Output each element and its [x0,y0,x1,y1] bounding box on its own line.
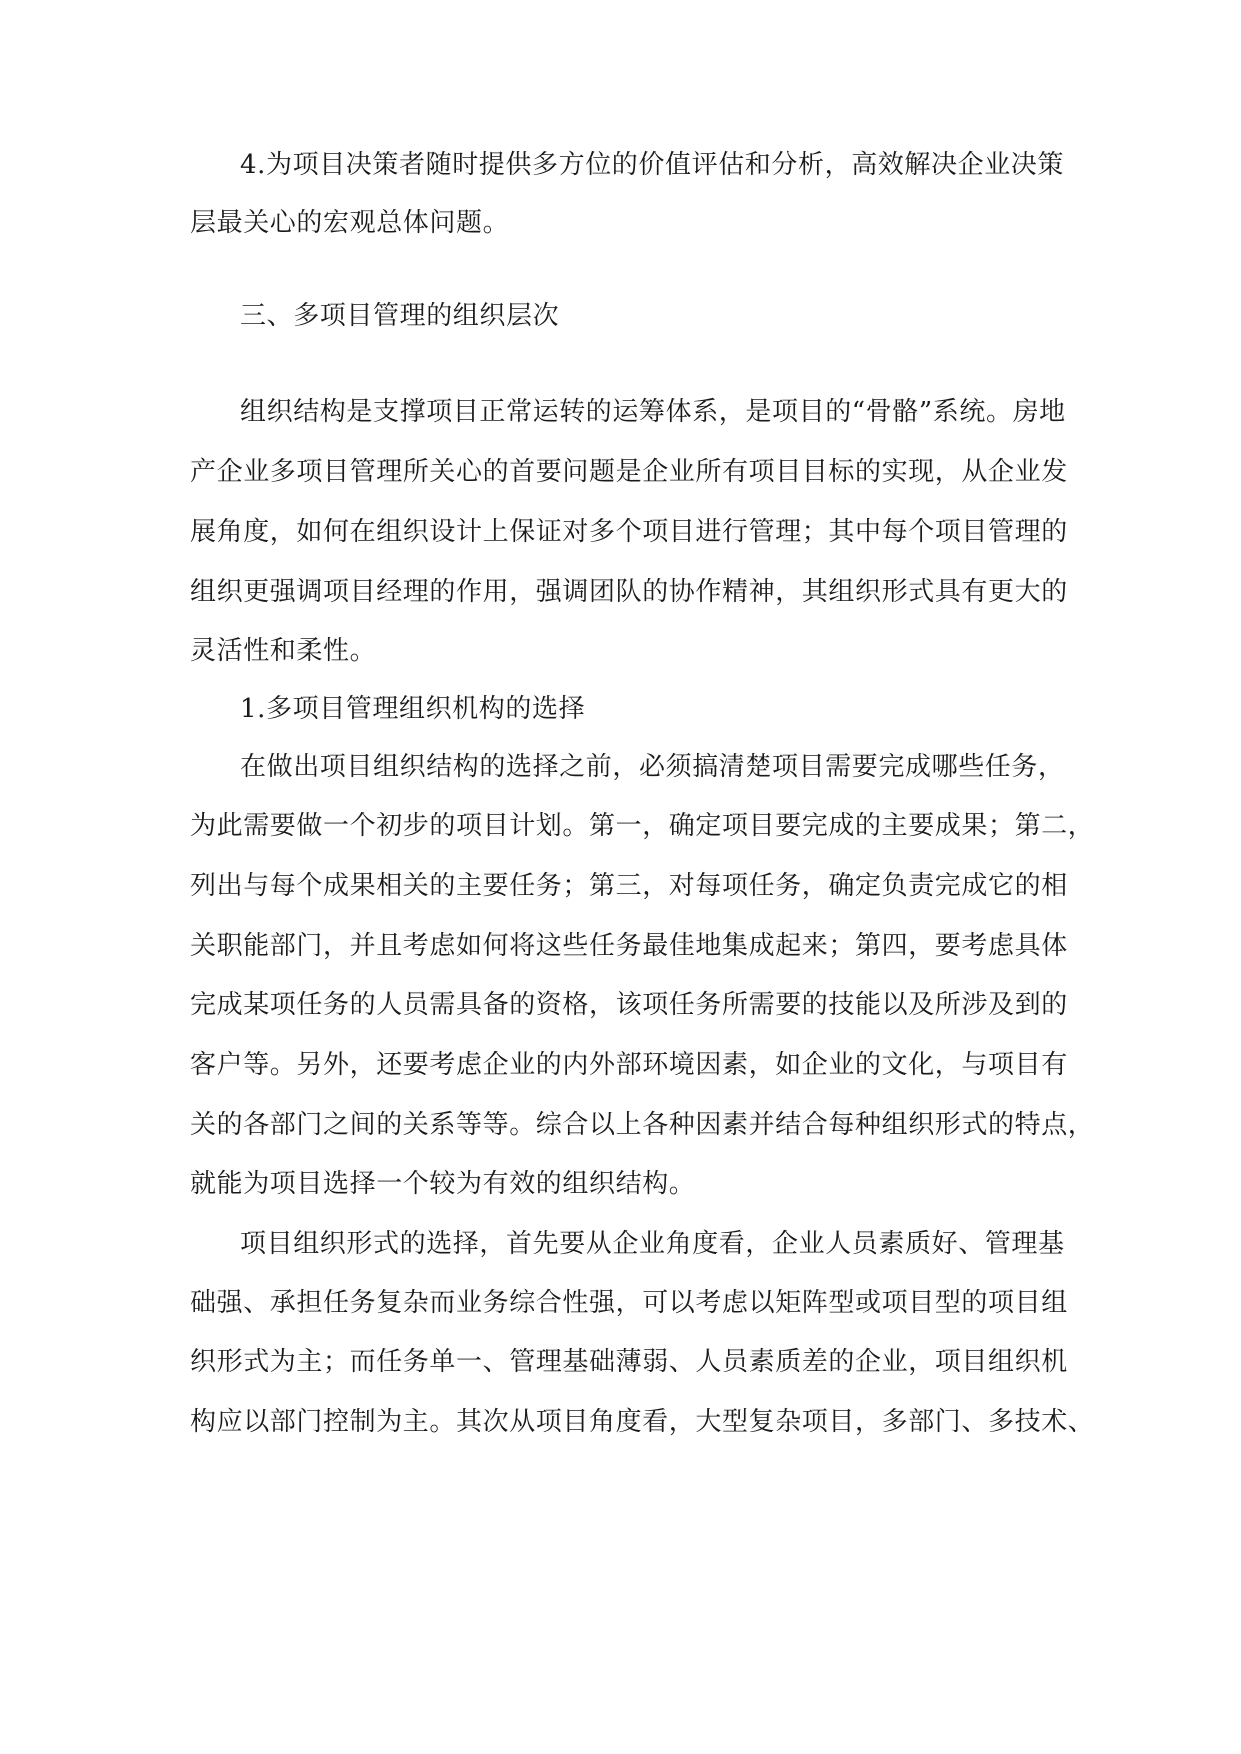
paragraph-line: 关职能部门，并且考虑如何将这些任务最佳地集成起来；第四，要考虑具体 [190,931,1068,961]
paragraph-line: 织形式为主；而任务单一、管理基础薄弱、人员素质差的企业，项目组织机 [190,1347,1068,1377]
paragraph-line: 项目组织形式的选择，首先要从企业角度看，企业人员素质好、管理基 [240,1229,1065,1259]
paragraph-line: 构应以部门控制为主。其次从项目角度看，大型复杂项目，多部门、多技术、 [190,1407,1095,1437]
paragraph-line: 础强、承担任务复杂而业务综合性强，可以考虑以矩阵型或项目型的项目组 [190,1288,1068,1318]
subheading: 1.多项目管理组织机构的选择 [240,694,586,724]
paragraph-line: 就能为项目选择一个较为有效的组织结构。 [190,1169,696,1199]
paragraph-line: 产企业多项目管理所关心的首要问题是企业所有项目目标的实现，从企业发 [190,457,1068,487]
paragraph-line: 层最关心的宏观总体问题。 [190,208,510,238]
paragraph-line: 为此需要做一个初步的项目计划。第一，确定项目要完成的主要成果；第二， [190,811,1095,841]
paragraph-line: 4.为项目决策者随时提供多方位的价值评估和分析，高效解决企业决策 [240,150,1065,180]
paragraph-line: 组织更强调项目经理的作用，强调团队的协作精神，其组织形式具有更大的 [190,577,1068,607]
paragraph-line: 灵活性和柔性。 [190,636,377,666]
paragraph-line: 完成某项任务的人员需具备的资格，该项任务所需要的技能以及所涉及到的 [190,990,1068,1020]
paragraph-line: 在做出项目组织结构的选择之前，必须搞清楚项目需要完成哪些任务， [240,752,1065,782]
paragraph-line: 关的各部门之间的关系等等。综合以上各种因素并结合每种组织形式的特点， [190,1110,1095,1140]
paragraph-line: 客户等。另外，还要考虑企业的内外部环境因素，如企业的文化，与项目有 [190,1050,1068,1080]
section-heading: 三、多项目管理的组织层次 [240,301,560,331]
paragraph-line: 列出与每个成果相关的主要任务；第三，对每项任务，确定负责完成它的相 [190,871,1068,901]
paragraph-line: 展角度，如何在组织设计上保证对多个项目进行管理；其中每个项目管理的 [190,517,1068,547]
paragraph-line: 组织结构是支撑项目正常运转的运筹体系，是项目的“骨骼”系统。房地 [240,397,1066,427]
